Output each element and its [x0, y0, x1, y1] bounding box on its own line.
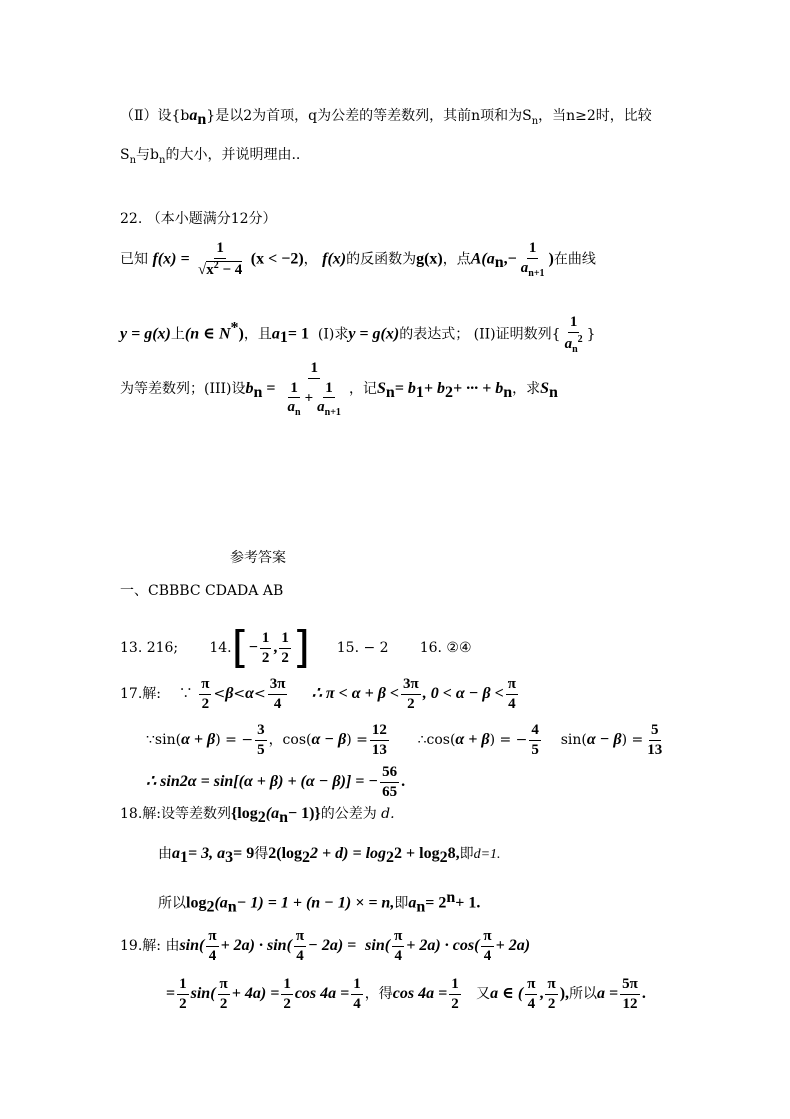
sub: n: [531, 115, 539, 127]
denominator: 5: [531, 741, 539, 758]
text: (II)证明数列{: [473, 326, 561, 343]
denominator: 13: [371, 741, 387, 758]
sub: n+1: [324, 407, 341, 418]
minus: −: [248, 639, 258, 656]
math: + 1.: [455, 894, 481, 912]
numerator: π: [506, 676, 518, 695]
math: + b: [423, 380, 445, 397]
text: 由: [158, 846, 172, 862]
sub: n: [416, 898, 426, 916]
fraction: [620, 976, 640, 1012]
denominator: [563, 333, 585, 355]
math: + 2a) · cos(: [406, 937, 480, 954]
q16: 16. ②④: [419, 640, 472, 656]
text: ) =: [346, 732, 368, 748]
fraction: [196, 240, 244, 278]
denominator: $\frac{1}{a_n}$ + $\frac{1}{a_{n+1}}$: [287, 379, 341, 418]
text: }是以2为首项，q为公差的等差数列，其前n项和为S: [206, 108, 532, 124]
answers-choice: 一、CBBBC CDADA AB: [120, 583, 284, 599]
text: ，求: [512, 381, 541, 397]
numerator: π: [218, 976, 230, 995]
fraction: [529, 722, 541, 758]
text: ，当n≥2时，比较: [538, 108, 652, 124]
op: <: [254, 686, 266, 702]
var: a: [287, 399, 296, 415]
fraction: [206, 928, 218, 964]
math: a =: [597, 985, 619, 1002]
var: a: [317, 399, 325, 415]
sub: n: [129, 154, 137, 166]
sub: 2: [257, 808, 266, 826]
math: b: [245, 380, 254, 397]
denominator: 2: [179, 995, 187, 1012]
answer-17-line1: [120, 676, 520, 712]
math: + 2a) · sin(: [220, 937, 292, 954]
text: 由: [165, 938, 180, 954]
q22-line1: [120, 240, 596, 279]
q21-line2: [120, 148, 300, 166]
denominator: 12: [622, 995, 638, 1012]
text: ，: [303, 251, 318, 268]
math: β: [225, 685, 234, 702]
q15: 15. − 2: [336, 640, 389, 656]
label: 17.解:: [120, 686, 161, 702]
sub: 2: [386, 848, 395, 866]
text: 的公差为: [320, 806, 377, 822]
numerator: 56: [380, 764, 399, 783]
sub: n: [227, 898, 237, 916]
sub: n: [549, 383, 558, 401]
paren: ): [238, 325, 244, 343]
math: f(x) =: [152, 250, 190, 268]
op: <: [213, 686, 226, 702]
fraction: [294, 928, 306, 964]
math: {log: [230, 805, 258, 822]
q21-line1: [120, 108, 652, 128]
denominator: 4: [353, 995, 361, 1012]
fraction: [525, 976, 537, 1012]
math: a: [408, 894, 417, 912]
denominator: 2: [547, 995, 556, 1012]
numerator: 1: [214, 240, 226, 259]
answer-17-line3: [146, 764, 405, 800]
math: 2 + log: [394, 845, 440, 862]
text: ∵: [178, 686, 193, 702]
text: sin(: [560, 732, 587, 748]
math: = b: [394, 380, 416, 397]
math: = 3, a: [188, 845, 226, 862]
denominator: [315, 398, 343, 418]
math: a: [271, 325, 280, 343]
numerator: 12: [370, 722, 389, 741]
denominator: 4: [508, 695, 516, 712]
text: (I)求: [317, 326, 349, 343]
fraction: [268, 676, 288, 712]
math: y = g(x): [348, 325, 400, 343]
sup: n: [446, 889, 456, 906]
numerator: 1: [281, 976, 293, 995]
fraction: [519, 240, 547, 279]
fraction: [645, 722, 664, 758]
sqrt-sign: √: [198, 261, 207, 278]
text: 上: [170, 326, 185, 343]
text: ，得: [364, 986, 393, 1002]
answer-19-line2: [166, 976, 646, 1012]
text: 即: [394, 895, 409, 912]
bracket-left: [: [231, 622, 249, 673]
math: sin(: [179, 937, 205, 954]
denominator: 4: [296, 947, 304, 964]
answer-18-line2: [158, 846, 501, 866]
fraction: [315, 380, 343, 419]
sub: 2: [439, 848, 448, 866]
math: = 9: [233, 845, 255, 862]
text: S: [120, 147, 130, 163]
sub: n: [295, 407, 301, 418]
text: 已知: [120, 251, 148, 268]
text: 即: [459, 846, 474, 862]
sub: n: [385, 383, 395, 401]
fraction: [506, 676, 518, 712]
fraction: [177, 976, 189, 1012]
numerator: 1: [351, 976, 363, 995]
math: − 1)}: [287, 805, 321, 822]
numerator: 1: [279, 630, 291, 649]
fraction: [449, 976, 461, 1012]
numerator: 5π: [620, 976, 640, 995]
text: ) =: [621, 732, 644, 748]
fraction: [351, 976, 363, 1012]
math: f(x): [322, 250, 347, 268]
text: ，cos(: [268, 732, 312, 748]
sub: n: [494, 254, 504, 272]
var-b: a: [189, 107, 198, 124]
math: = 2: [425, 894, 447, 912]
denominator: 4: [527, 995, 536, 1012]
numerator: π: [525, 976, 537, 995]
paren: ): [548, 250, 554, 268]
fraction: [563, 314, 585, 355]
denominator: 2: [451, 995, 459, 1012]
math: (a: [265, 805, 280, 822]
text: ，记: [348, 381, 377, 397]
period: .: [641, 985, 646, 1002]
denominator: 2: [261, 649, 270, 666]
math: α: [245, 685, 254, 702]
period: .: [401, 773, 406, 790]
text: 在曲线: [553, 251, 596, 268]
text: （Ⅱ）设{b: [120, 108, 190, 124]
text: 与b: [136, 147, 160, 163]
math: A(a: [470, 250, 495, 268]
math: α + β: [181, 731, 216, 748]
numerator: π: [481, 928, 493, 947]
numerator: 1: [308, 360, 320, 379]
answer-18-line1: [120, 806, 395, 826]
sub: n: [572, 343, 578, 355]
text: ) = −: [215, 732, 254, 748]
q14: 14.: [209, 640, 232, 656]
fraction: [286, 380, 303, 419]
numerator: 1: [527, 240, 539, 259]
text: 得: [254, 846, 269, 862]
numerator: π: [199, 676, 211, 695]
fraction: [218, 976, 230, 1012]
numerator: 3π: [401, 676, 421, 695]
denominator: 4: [273, 695, 282, 712]
math: sin(: [365, 937, 391, 954]
sub: n: [503, 383, 513, 401]
text: 的表达式；: [399, 326, 470, 343]
sub: n: [253, 383, 263, 401]
numerator: π: [545, 976, 557, 995]
denominator: 5: [257, 741, 265, 758]
denominator: [196, 259, 244, 279]
q13: 13. 216;: [120, 640, 179, 656]
fraction: [281, 976, 293, 1012]
comma: ,: [539, 985, 544, 1002]
radicand: x: [206, 261, 214, 278]
math: α − β: [311, 731, 347, 748]
math: (a: [214, 894, 228, 912]
numerator: π: [206, 928, 218, 947]
denominator: 13: [647, 741, 663, 758]
math: a ∈ (: [490, 985, 524, 1002]
sub: n: [159, 154, 166, 166]
denominator: 2: [219, 995, 228, 1012]
fraction: [380, 764, 399, 800]
math: cos 4a =: [392, 985, 448, 1002]
text: ∵sin(: [146, 732, 182, 748]
var: a: [520, 259, 529, 276]
math: =: [166, 985, 176, 1002]
denominator: 2: [407, 695, 415, 712]
sub: 2: [302, 848, 311, 866]
math: log: [186, 894, 207, 912]
brace: }: [586, 326, 596, 343]
denominator: 2: [283, 995, 291, 1012]
math: ∴ π < α + β <: [311, 685, 400, 702]
bracket-right: ]: [292, 622, 311, 673]
denominator: 4: [483, 947, 492, 964]
fraction: [401, 676, 421, 712]
minus: −: [507, 250, 517, 268]
label: 18.解:设等差数列: [120, 806, 231, 822]
fraction: [282, 360, 347, 418]
numerator: 1: [449, 976, 461, 995]
math: 8,: [447, 845, 460, 862]
text: 为等差数列；(III)设: [120, 381, 246, 397]
denominator: 4: [208, 947, 217, 964]
denominator: 2: [281, 649, 289, 666]
text: 又: [476, 986, 491, 1002]
sub: n+1: [528, 267, 545, 279]
math: S: [540, 380, 550, 397]
numerator: 1: [177, 976, 189, 995]
math: , 0 < α − β <: [422, 685, 504, 702]
fraction: [370, 722, 389, 758]
math: g(x): [416, 250, 443, 268]
sup: *: [230, 319, 239, 337]
text: 的反函数为: [346, 251, 417, 268]
math: = 1: [287, 325, 309, 343]
math: − 2a) =: [308, 937, 357, 954]
numerator: 4: [529, 722, 541, 741]
math: (n ∈ N: [184, 325, 231, 343]
answer-18-line3: [158, 890, 480, 915]
q22-title: 22. （本小题满分12分）: [120, 211, 277, 227]
comma: ,: [273, 639, 278, 656]
var: a: [564, 335, 573, 352]
denominator: 2: [201, 695, 210, 712]
numerator: π: [392, 928, 404, 947]
sub: 3: [225, 848, 234, 866]
label: 19.解:: [120, 938, 161, 954]
sub: 1: [279, 329, 288, 347]
math: + ··· + b: [453, 380, 504, 397]
math: + 2a): [495, 937, 531, 954]
numerator: 3: [255, 722, 267, 741]
numerator: 1: [260, 630, 272, 649]
denominator: [286, 398, 303, 418]
math: S: [376, 380, 386, 397]
math: a: [172, 845, 180, 862]
text: 所以: [158, 895, 186, 912]
text: ，点: [442, 251, 471, 268]
math: sin(: [190, 985, 216, 1002]
sub: 1: [180, 848, 188, 866]
var: d.: [381, 806, 395, 822]
q22-line3: 为等差数列；(III)设$b_n$ = 1 $\frac{1}{a_n}$ + $\frac{1}{a_{n+1}}$ ，记$S_n= b_1+ b_2+$ ··· + $b_n$，求$S_n$: [120, 360, 558, 418]
answer-19-line1: [120, 928, 530, 964]
numerator: 1: [323, 380, 335, 399]
math: − 1) = 1 + (n − 1) × = n,: [236, 894, 395, 912]
numerator: 5: [649, 722, 661, 741]
sub: 2: [445, 383, 453, 401]
math: 2(log: [268, 845, 303, 862]
text: ∴cos(: [417, 732, 456, 748]
math: cos 4a =: [294, 985, 350, 1002]
fraction: [392, 928, 404, 964]
sup: 2: [213, 259, 219, 271]
denominator: 65: [382, 783, 398, 800]
fraction: [545, 976, 557, 1012]
fraction: [279, 630, 291, 666]
math: d=1.: [473, 847, 501, 862]
sup: 2: [577, 333, 583, 345]
fraction: [255, 722, 267, 758]
numerator: 3π: [268, 676, 288, 695]
numerator: π: [294, 928, 306, 947]
radicand-rest: − 4: [222, 261, 243, 278]
sub: 2: [206, 898, 215, 916]
sub: 1: [415, 383, 424, 401]
q22-line2: [120, 314, 596, 355]
answers-13-16: [120, 622, 472, 673]
math: y = g(x): [120, 325, 171, 343]
numerator: 1: [288, 380, 300, 399]
denominator: [519, 259, 547, 279]
sub: n: [279, 808, 288, 826]
numerator: 1: [568, 314, 580, 333]
math: ∴ sin2α = sin[(α + β) + (α − β)] = −: [146, 773, 379, 790]
answers-title: 参考答案: [230, 550, 286, 566]
fraction: [199, 676, 211, 712]
text: ，且: [243, 326, 272, 343]
text: 的大小，并说明理由..: [165, 147, 301, 163]
math: + 4a) =: [231, 985, 280, 1002]
op: <: [233, 686, 246, 702]
math: 2 + d) = log: [310, 845, 387, 862]
comma: ,: [503, 250, 508, 268]
text: ) = −: [489, 732, 528, 748]
sub: n: [197, 110, 207, 128]
math: ),: [559, 985, 570, 1002]
math: α − β: [586, 731, 622, 748]
denominator: 4: [394, 947, 402, 964]
fraction: [481, 928, 493, 964]
answer-17-line2: [146, 722, 666, 758]
math: (x < −2): [250, 250, 304, 268]
fraction: [260, 630, 272, 666]
math: α + β: [455, 731, 490, 748]
text: 所以: [569, 986, 598, 1002]
